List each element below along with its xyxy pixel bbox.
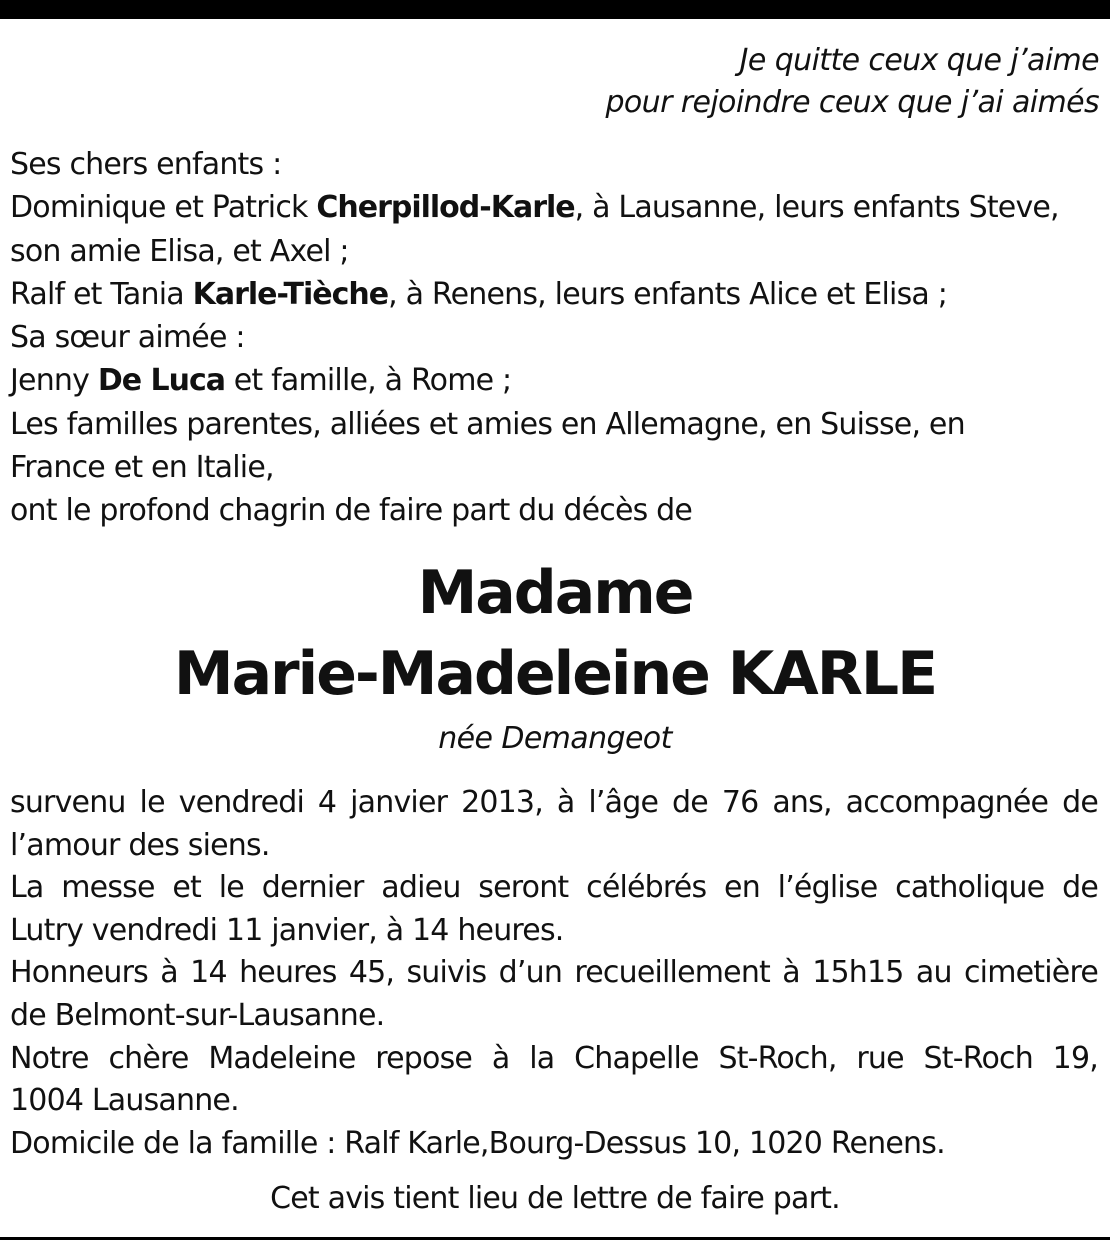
child-2-surname: Karle-Tièche xyxy=(192,276,389,312)
details-line-5: Honneurs à 14 heures 45, suivis d’un recueillement à 15h15 au cimetière xyxy=(10,955,1098,991)
child-1-suffix: , à Lausanne, leurs enfants Steve, xyxy=(574,190,1059,226)
child-1-entry xyxy=(10,186,1098,229)
epigraph-line-2: pour rejoindre ceux que j’ai aimés xyxy=(605,85,1099,120)
sister-prefix: Jenny xyxy=(10,363,98,399)
closing-note: Cet avis tient lieu de lettre de faire part. xyxy=(270,1181,840,1216)
child-2-entry xyxy=(10,273,1098,316)
funeral-details xyxy=(10,782,1098,1165)
details-line-7: Notre chère Madeleine repose à la Chapelle St-Roch, rue St-Roch 19, xyxy=(10,1040,1098,1076)
epigraph-line-1: Je quitte ceux que j’aime xyxy=(739,43,1099,78)
details-line-3: La messe et le dernier adieu seront célébrés en l’église catholique de xyxy=(10,870,1098,906)
top-border xyxy=(0,0,1110,19)
child-1-prefix: Dominique et Patrick xyxy=(10,190,317,226)
details-line-9: Domicile de la famille : Ralf Karle,Bourg-Dessus 10, 1020 Renens. xyxy=(10,1125,945,1161)
relatives-line-2: France et en Italie, xyxy=(10,450,274,486)
child-1-continuation: son amie Elisa, et Axel ; xyxy=(10,233,349,269)
details-line-8: 1004 Lausanne. xyxy=(10,1083,239,1119)
relatives-line-1: Les familles parentes, alliées et amies en Allemagne, en Suisse, en xyxy=(10,406,965,442)
details-line-6: de Belmont-sur-Lausanne. xyxy=(10,997,385,1033)
deceased-title: Madame xyxy=(417,558,693,628)
details-line-1: survenu le vendredi 4 janvier 2013, à l’âge de 76 ans, accompagnée de xyxy=(10,785,1098,820)
child-2-suffix: , à Renens, leurs enfants Alice et Elisa ; xyxy=(388,276,948,312)
child-1-surname: Cherpillod-Karle xyxy=(316,190,575,226)
bottom-border xyxy=(0,1237,1110,1240)
sister-surname: De Luca xyxy=(97,363,226,399)
deceased-name: Marie-Madeleine KARLE xyxy=(173,639,937,709)
details-line-4: Lutry vendredi 11 janvier, à 14 heures. xyxy=(10,912,564,948)
family-list xyxy=(10,143,1098,533)
children-heading: Ses chers enfants : xyxy=(10,147,282,182)
child-2-prefix: Ralf et Tania xyxy=(10,276,193,312)
epigraph-quote xyxy=(605,40,1099,124)
sister-entry xyxy=(10,359,1098,402)
maiden-name: née Demangeot xyxy=(438,721,672,756)
announcement-line: ont le profond chagrin de faire part du décès de xyxy=(10,493,693,529)
sister-heading: Sa sœur aimée : xyxy=(10,320,245,356)
details-line-2: l’amour des siens. xyxy=(10,827,270,863)
sister-suffix: et famille, à Rome ; xyxy=(225,363,512,399)
